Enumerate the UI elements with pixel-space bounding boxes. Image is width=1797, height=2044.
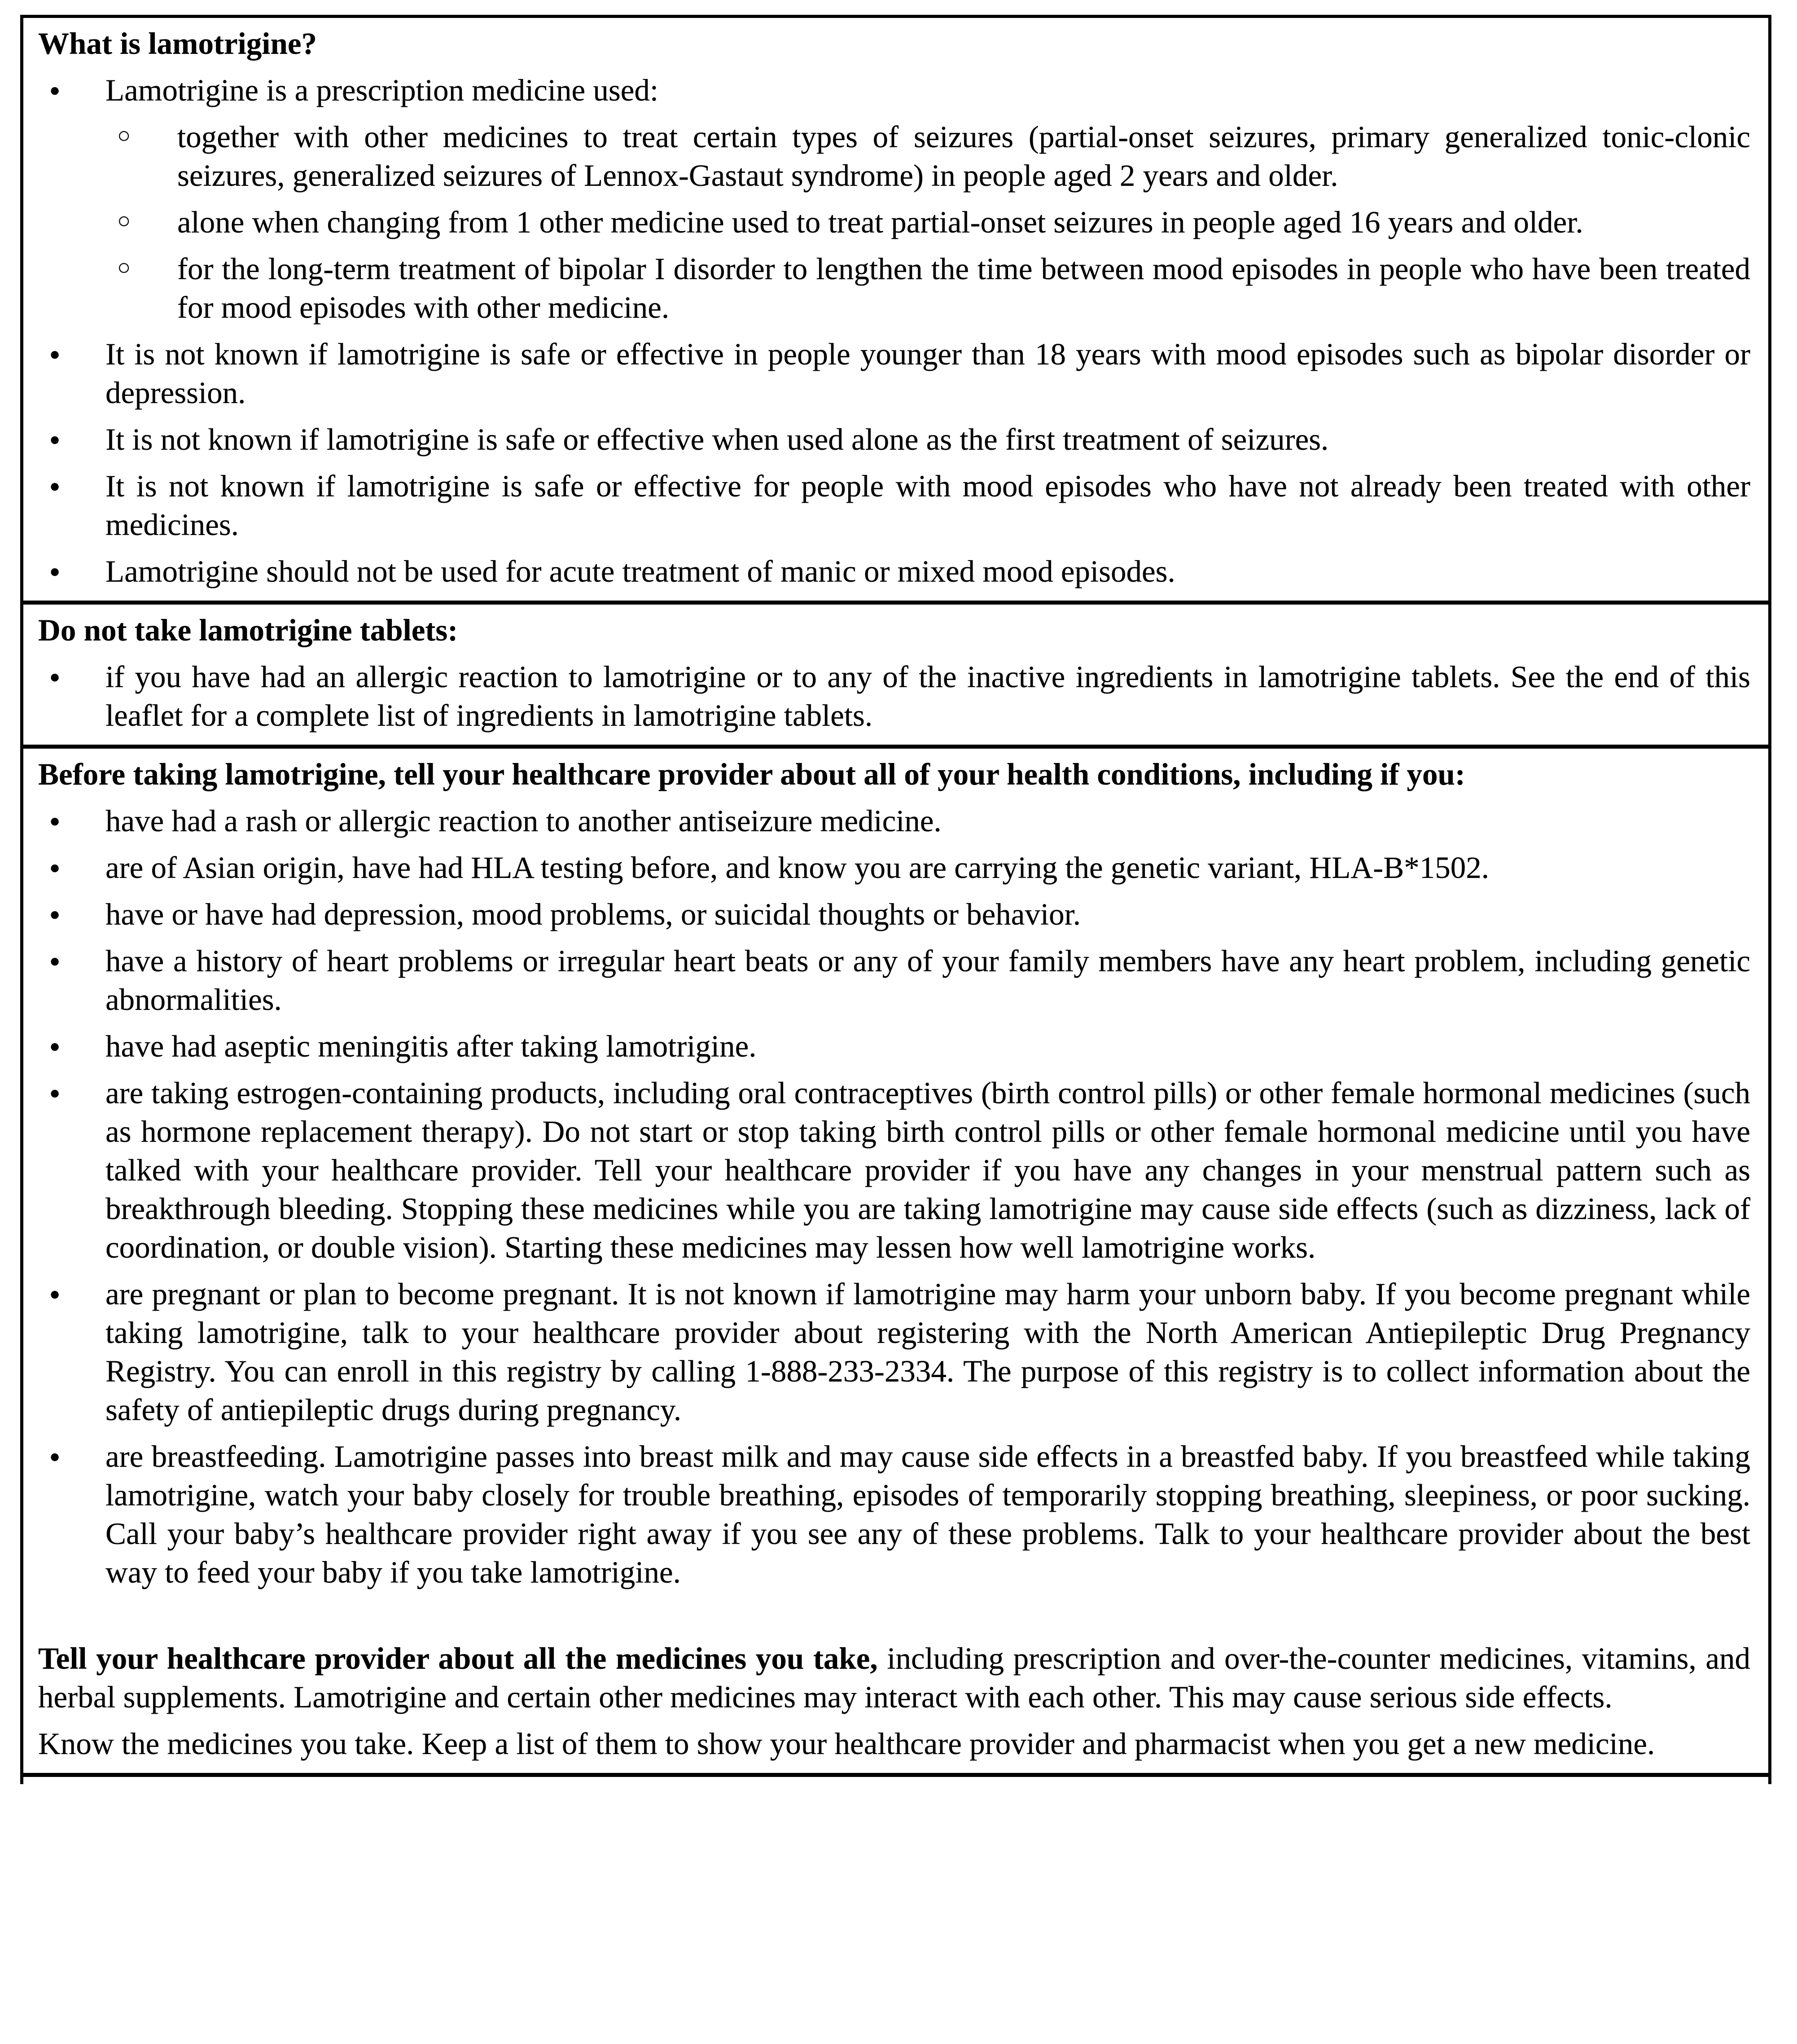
- disc-bullet-icon: ●: [49, 1284, 61, 1304]
- disc-bullet-icon: ●: [49, 951, 61, 971]
- bullet-item: [38, 467, 1750, 544]
- bullet-item: [38, 1275, 1750, 1429]
- bullet-text: together with other medicines to treat certain types of seizures (partial-onset seizures, primary generalized tonic-clonic seizures, generalized seizures of Lennox-Gastaut syndrome) in people aged 2 years and older.: [177, 120, 1750, 193]
- section-do-not-take: [23, 605, 1768, 749]
- bullet-item: [38, 802, 1750, 840]
- bullet-item: [38, 420, 1750, 459]
- disc-bullet-icon: ●: [49, 80, 61, 100]
- bullet-text: are pregnant or plan to become pregnant. It is not known if lamotrigine may harm your unborn baby. If you become pregnant while taking lamotrigine, talk to your healthcare provider about registering with the North American Antiepileptic Drug Pregnancy Registry. You can enroll in this registry by calling 1-888-233-2334. The purpose of this registry is to collect information about the safety of antiepileptic drugs during pregnancy.: [105, 1277, 1750, 1427]
- circle-bullet-icon: ○: [117, 123, 131, 148]
- section-heading: Do not take lamotrigine tablets:: [38, 613, 458, 647]
- bullet-text: have a history of heart problems or irregular heart beats or any of your family members have any heart problem, including genetic abnormalities.: [105, 944, 1750, 1017]
- document-table: [20, 15, 1771, 1784]
- paragraph-text: Know the medicines you take. Keep a list of them to show your healthcare provider and pharmacist when you get a new medicine.: [38, 1727, 1655, 1761]
- disc-bullet-icon: ●: [49, 344, 61, 364]
- blank-line: [38, 1592, 1750, 1631]
- circle-bullet-icon: ○: [117, 254, 131, 280]
- paragraph-know-medicines: [38, 1724, 1750, 1763]
- disc-bullet-icon: ●: [49, 857, 61, 877]
- bullet-text: have had a rash or allergic reaction to another antiseizure medicine.: [105, 804, 942, 838]
- bullet-item: [38, 335, 1750, 412]
- bullet-item: [38, 1437, 1750, 1592]
- bullet-item: [38, 848, 1750, 887]
- disc-bullet-icon: ●: [49, 429, 61, 449]
- disc-bullet-icon: ●: [49, 1083, 61, 1103]
- bullet-text: alone when changing from 1 other medicine used to treat partial-onset seizures in people aged 16 years and older.: [177, 205, 1583, 239]
- bullet-text: have or have had depression, mood problems, or suicidal thoughts or behavior.: [105, 897, 1081, 931]
- next-section-row: [23, 1777, 1768, 1784]
- bullet-text: for the long-term treatment of bipolar I disorder to lengthen the time between mood episodes in people who have been treated for mood episodes with other medicine.: [177, 252, 1750, 325]
- disc-bullet-icon: ●: [49, 1446, 61, 1466]
- circle-bullet-icon: ○: [117, 208, 131, 233]
- bullet-text: are taking estrogen-containing products, including oral contraceptives (birth control pills) or other female hormonal medicines (such as hormone replacement therapy). Do not start or stop taking birth control pills or other female hormonal medicine until you have talked with your healthcare provider. Tell your healthcare provider if you have any changes in your menstrual pattern such as breakthrough bleeding. Stopping these medicines while you are taking lamotrigine may cause side effects (such as dizziness, lack of coordination, or double vision). Starting these medicines may lessen how well lamotrigine works.: [105, 1076, 1750, 1264]
- sub-bullet-item: [38, 250, 1750, 327]
- bullet-text: Lamotrigine should not be used for acute treatment of manic or mixed mood episodes.: [105, 554, 1175, 588]
- section-heading: What is lamotrigine?: [38, 26, 317, 61]
- bullet-text: are of Asian origin, have had HLA testing before, and know you are carrying the genetic variant, HLA-B*1502.: [105, 851, 1489, 885]
- bullet-item: [38, 1027, 1750, 1066]
- sub-bullet-item: [38, 118, 1750, 195]
- bullet-text: are breastfeeding. Lamotrigine passes into breast milk and may cause side effects in a breastfed baby. If you breastfeed while taking lamotrigine, watch your baby closely for trouble breathing, episodes of temporarily stopping breathing, sleepiness, or poor sucking. Call your baby’s healthcare provider right away if you see any of these problems. Talk to your healthcare provider about the best way to feed your baby if you take lamotrigine.: [105, 1439, 1750, 1589]
- bullet-item: [38, 552, 1750, 591]
- disc-bullet-icon: ●: [49, 476, 61, 496]
- bullet-text: It is not known if lamotrigine is safe or effective for people with mood episodes who have not already been treated with other medicines.: [105, 469, 1750, 542]
- bullet-item: [38, 71, 1750, 110]
- bullet-text: It is not known if lamotrigine is safe or effective in people younger than 18 years with mood episodes such as bipolar disorder or depression.: [105, 337, 1750, 410]
- bullet-item: [38, 1074, 1750, 1267]
- bullet-text: It is not known if lamotrigine is safe or effective when used alone as the first treatment of seizures.: [105, 422, 1329, 456]
- section-heading: Before taking lamotrigine, tell your healthcare provider about all of your health conditions, including if you:: [38, 757, 1465, 791]
- paragraph-text: including prescription and over-the-counter medicines, vitamins, and herbal supplements. Lamotrigine and certain other medicines may interact with each other. This may cause serious side effects.: [38, 1641, 1750, 1714]
- disc-bullet-icon: ●: [49, 1036, 61, 1056]
- section-before-taking: [23, 749, 1768, 1777]
- paragraph-bold-lead: Tell your healthcare provider about all the medicines you take,: [38, 1641, 878, 1676]
- bullet-text: have had aseptic meningitis after taking lamotrigine.: [105, 1029, 757, 1063]
- disc-bullet-icon: ●: [49, 561, 61, 581]
- disc-bullet-icon: ●: [49, 667, 61, 687]
- bullet-text: Lamotrigine is a prescription medicine used:: [105, 73, 659, 107]
- section-what-is-lamotrigine: [23, 18, 1768, 605]
- bullet-text: if you have had an allergic reaction to lamotrigine or to any of the inactive ingredients in lamotrigine tablets. See the end of this leaflet for a complete list of ingredients in lamotrigine tablets.: [105, 660, 1750, 733]
- disc-bullet-icon: ●: [49, 811, 61, 831]
- disc-bullet-icon: ●: [49, 904, 61, 924]
- paragraph-tell-provider: [38, 1639, 1750, 1716]
- bullet-item: [38, 942, 1750, 1019]
- bullet-item: [38, 658, 1750, 735]
- sub-bullet-item: [38, 203, 1750, 241]
- bullet-item: [38, 895, 1750, 934]
